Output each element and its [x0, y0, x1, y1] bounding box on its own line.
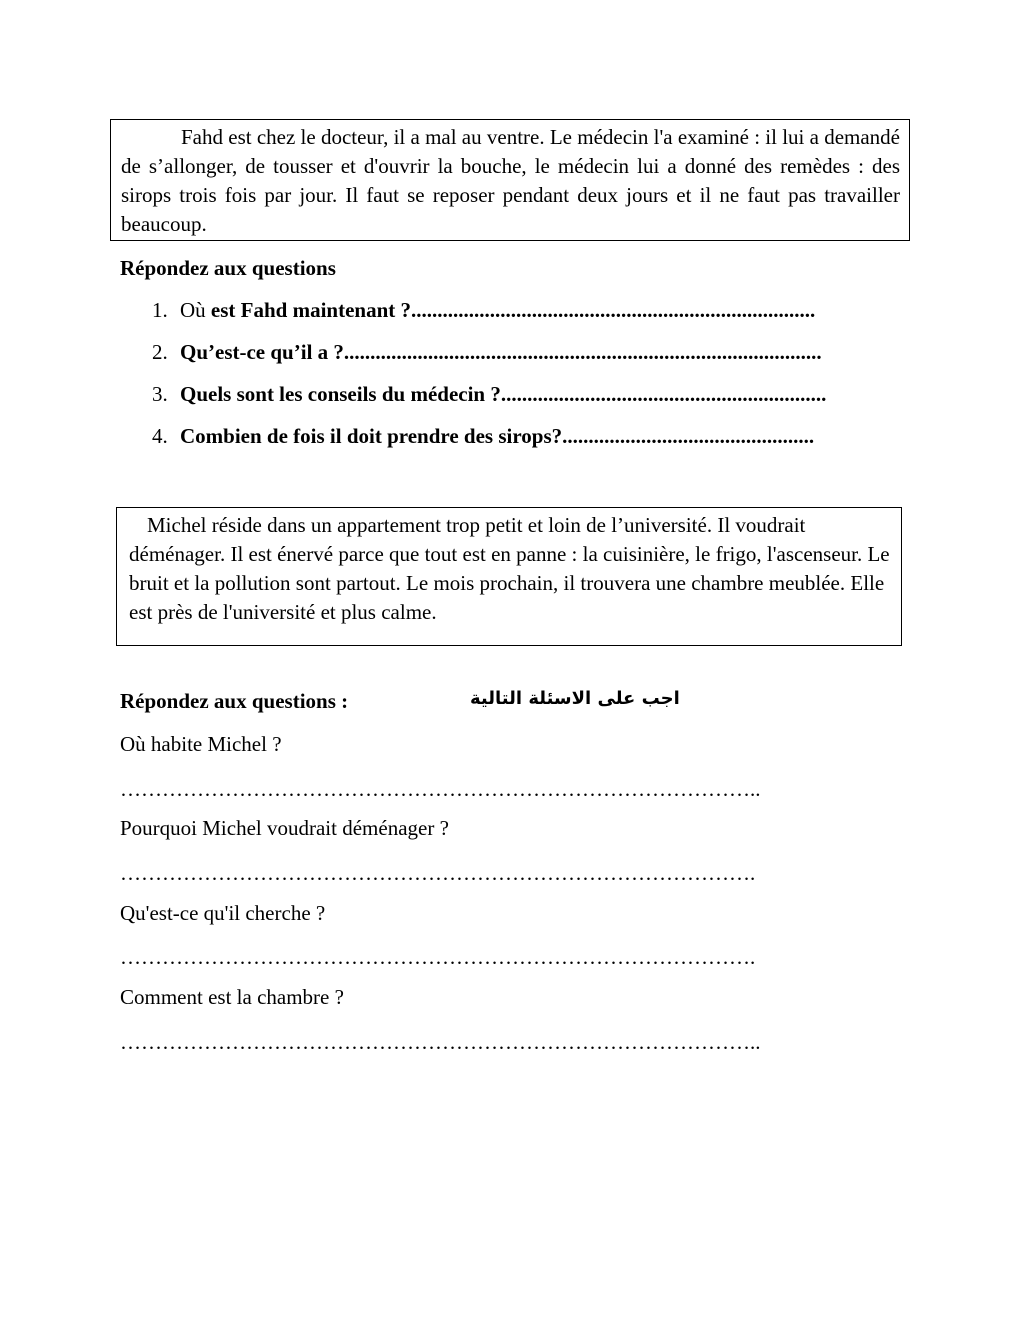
answer-dots[interactable]: ........................................................................................... — [343, 340, 822, 364]
passage-fahd: Fahd est chez le docteur, il a mal au ventre. Le médecin l'a examiné : il lui a demandé de s’allonger, de tousser et d'ouvrir la bouche, le médecin lui a donné des remèdes : des sirops trois fois par jour. Il faut se reposer pendant deux jours et il ne faut pas travailler beaucoup. — [121, 125, 900, 236]
question-2 — [152, 340, 822, 365]
text-box-fahd — [110, 119, 910, 241]
answer-line-2[interactable]: ………………………………………………………………………………. — [120, 861, 756, 885]
answer-line-4[interactable]: ……………………………………………………………………………….. — [120, 1030, 761, 1054]
question-number: 3. — [152, 382, 168, 406]
answer-line-3[interactable]: ………………………………………………………………………………. — [120, 945, 756, 969]
section-heading-2-arabic: اجب على الاسئلة التالية — [470, 688, 680, 709]
question-number: 4. — [152, 424, 168, 448]
answer-dots[interactable]: ................................................ — [562, 424, 815, 448]
question-3 — [152, 382, 826, 407]
question-text-bold: est Fahd maintenant ? — [210, 298, 412, 322]
question-michel-2: Pourquoi Michel voudrait déménager ? — [120, 816, 449, 840]
question-number: 2. — [152, 340, 168, 364]
passage-michel: Michel réside dans un appartement trop petit et loin de l’université. Il voudrait déménager. Il est énervé parce que tout est en panne : la cuisinière, le frigo, l'ascenseur. Le bruit et la pollution sont partout. Le mois prochain, il trouvera une chambre meublée. Elle est près de l'université et plus calme. — [129, 513, 890, 624]
question-1 — [152, 298, 815, 323]
question-text: Où — [180, 298, 211, 322]
question-number: 1. — [152, 298, 168, 322]
answer-dots[interactable]: ............................................................................. — [411, 298, 816, 322]
text-box-michel — [116, 507, 902, 646]
question-text-bold: Qu’est-ce qu’il a ? — [180, 340, 344, 364]
answer-line-1[interactable]: ……………………………………………………………………………….. — [120, 777, 761, 801]
question-text-bold: Quels sont les conseils du médecin ? — [180, 382, 501, 406]
question-text-bold: Combien de fois il doit prendre des sirops? — [180, 424, 563, 448]
section-heading-1: Répondez aux questions — [120, 256, 336, 280]
section-heading-2: Répondez aux questions : — [120, 689, 349, 713]
answer-dots[interactable]: .............................................................. — [500, 382, 827, 406]
question-michel-3: Qu'est-ce qu'il cherche ? — [120, 901, 326, 925]
question-4 — [152, 424, 814, 449]
question-michel-1: Où habite Michel ? — [120, 732, 282, 756]
question-michel-4: Comment est la chambre ? — [120, 985, 344, 1009]
